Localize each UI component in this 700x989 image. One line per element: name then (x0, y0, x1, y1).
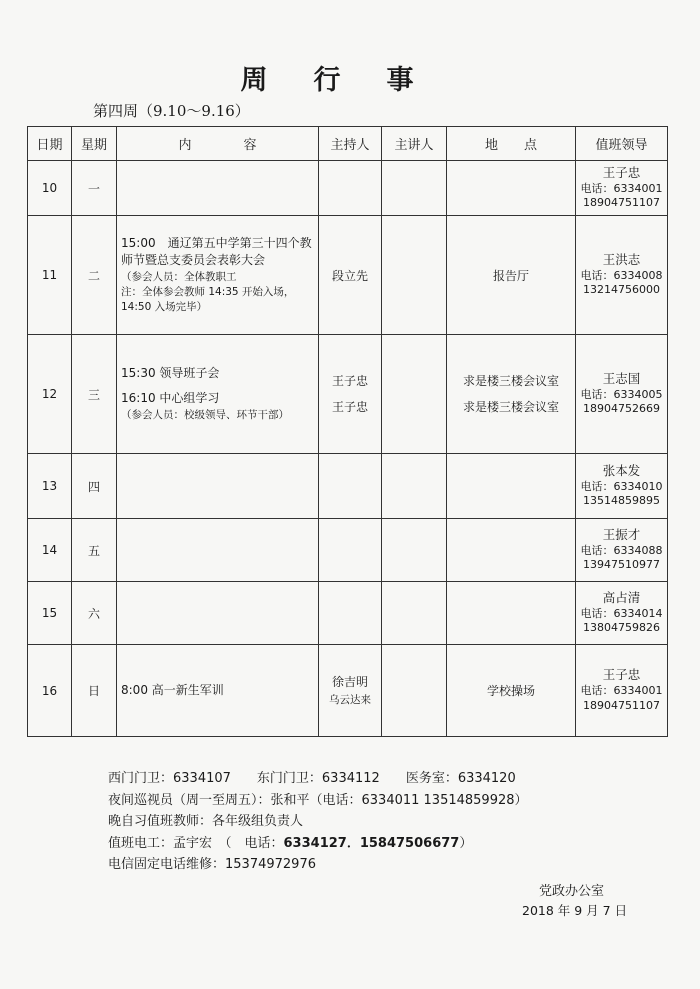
cell-speaker (382, 161, 447, 216)
leader-mobile: 18904752669 (583, 402, 660, 416)
contact-footer (108, 768, 528, 876)
cell-location (447, 335, 576, 454)
week-label: 第四周（9.10～9.16） (93, 102, 250, 120)
event-text: 16:10 中心组学习 (121, 391, 220, 406)
event-note: （参会人员：校级领导、环节干部） (121, 408, 289, 421)
table-row (28, 645, 668, 737)
leader-mobile: 13514859895 (583, 494, 660, 508)
leader-phone: 电话：6334001 (580, 684, 663, 698)
cell-location (447, 519, 576, 582)
host-name: 乌云达来 (329, 693, 371, 706)
cell-host (319, 335, 382, 454)
cell-weekday: 五 (72, 519, 117, 582)
cell-weekday: 三 (72, 335, 117, 454)
cell-date: 14 (28, 519, 72, 582)
cell-content (117, 645, 319, 737)
cell-date: 10 (28, 161, 72, 216)
leader-name: 王子忠 (602, 164, 641, 180)
cell-speaker (382, 454, 447, 519)
cell-speaker (382, 216, 447, 335)
cell-host (319, 582, 382, 645)
host-name: 王子忠 (331, 373, 368, 388)
electrician-phone: 6334127．15847506677 (283, 835, 460, 851)
cell-weekday: 一 (72, 161, 117, 216)
east-gate: 东门门卫：6334112 (256, 771, 380, 786)
cell-location (447, 582, 576, 645)
cell-leader (576, 519, 668, 582)
cell-location: 报告厅 (447, 216, 576, 335)
header-host: 主持人 (319, 127, 382, 161)
cell-host (319, 161, 382, 216)
cell-speaker (382, 335, 447, 454)
location-name: 求是楼三楼会议室 (462, 373, 559, 388)
leader-name: 王志国 (602, 370, 641, 386)
night-patrol: 夜间巡视员（周一至周五）：张和平（电话：6334011 13514859928） (108, 792, 528, 808)
cell-date: 11 (28, 216, 72, 335)
host-name: 王子忠 (331, 400, 368, 414)
electrician (108, 833, 528, 855)
telecom-repair: 电信固定电话维修：15374972976 (108, 857, 316, 872)
leader-mobile: 18904751107 (583, 196, 660, 210)
cell-location (447, 454, 576, 519)
cell-content (117, 335, 319, 454)
leader-phone: 电话：6334088 (580, 543, 663, 557)
issue-date: 2018 年 9 月 7 日 (522, 903, 628, 918)
leader-mobile: 18904751107 (583, 698, 660, 712)
electrician-close: ） (459, 835, 473, 851)
table-row (28, 454, 668, 519)
leader-mobile: 13214756000 (583, 283, 660, 297)
cell-weekday: 二 (72, 216, 117, 335)
leader-name: 王振才 (602, 526, 641, 542)
issuing-office: 党政办公室 (539, 884, 605, 899)
leader-phone: 电话：6334010 (580, 479, 663, 493)
event-text: 8:00 高一新生军训 (121, 682, 224, 697)
cell-weekday: 日 (72, 645, 117, 737)
location-name: 求是楼三楼会议室 (462, 400, 559, 414)
cell-date: 16 (28, 645, 72, 737)
header-date: 日期 (28, 127, 72, 161)
cell-leader (576, 335, 668, 454)
table-header-row (28, 127, 668, 161)
table-row (28, 519, 668, 582)
cell-content (117, 519, 319, 582)
leader-name: 高占清 (602, 589, 641, 605)
event-text: 15:00 通辽第五中学第三十四个教师节暨总支委员会表彰大会 (121, 235, 312, 268)
leader-phone: 电话：6334001 (580, 181, 663, 195)
event-note: （参会人员：全体教职工 (121, 270, 237, 283)
event-note: 注：全体参会教师 14:35 开始入场，14:50 入场完毕） (121, 285, 295, 313)
cell-leader (576, 161, 668, 216)
evening-teacher: 晚自习值班教师：各年级组负责人 (108, 814, 304, 829)
header-weekday: 星期 (72, 127, 117, 161)
cell-location: 学校操场 (447, 645, 576, 737)
cell-date: 15 (28, 582, 72, 645)
cell-leader (576, 216, 668, 335)
header-leader: 值班领导 (576, 127, 668, 161)
cell-leader (576, 645, 668, 737)
leader-mobile: 13947510977 (583, 558, 660, 572)
cell-leader (576, 454, 668, 519)
cell-date: 13 (28, 454, 72, 519)
table-row (28, 582, 668, 645)
leader-name: 王子忠 (602, 667, 641, 683)
cell-speaker (382, 582, 447, 645)
cell-host (319, 645, 382, 737)
cell-weekday: 四 (72, 454, 117, 519)
leader-mobile: 13804759826 (583, 621, 660, 635)
table-row (28, 161, 668, 216)
electrician-label: 值班电工：孟宇宏 （ 电话： (108, 835, 284, 851)
cell-content (117, 454, 319, 519)
schedule-table (27, 126, 668, 737)
cell-content (117, 216, 319, 335)
header-content: 内 容 (117, 127, 319, 161)
header-speaker: 主讲人 (382, 127, 447, 161)
host-name: 徐吉明 (331, 674, 368, 689)
cell-host (319, 454, 382, 519)
leader-name: 张本发 (602, 462, 641, 478)
west-gate: 西门门卫：6334107 (108, 771, 231, 786)
cell-speaker (382, 645, 447, 737)
cell-host (319, 519, 382, 582)
event-text: 15:30 领导班子会 (121, 366, 220, 380)
leader-phone: 电话：6334005 (580, 387, 663, 401)
table-row (28, 216, 668, 335)
leader-phone: 电话：6334014 (580, 606, 663, 620)
leader-name: 王洪志 (602, 251, 641, 267)
cell-weekday: 六 (72, 582, 117, 645)
clinic: 医务室：6334120 (405, 771, 516, 786)
cell-host: 段立先 (319, 216, 382, 335)
cell-speaker (382, 519, 447, 582)
cell-content (117, 161, 319, 216)
cell-location (447, 161, 576, 216)
gate-contacts (108, 768, 528, 790)
cell-content (117, 582, 319, 645)
table-row (28, 335, 668, 454)
leader-phone: 电话：6334008 (580, 268, 663, 282)
cell-date: 12 (28, 335, 72, 454)
header-location: 地 点 (447, 127, 576, 161)
page-title: 周行事 (240, 65, 460, 96)
cell-leader (576, 582, 668, 645)
